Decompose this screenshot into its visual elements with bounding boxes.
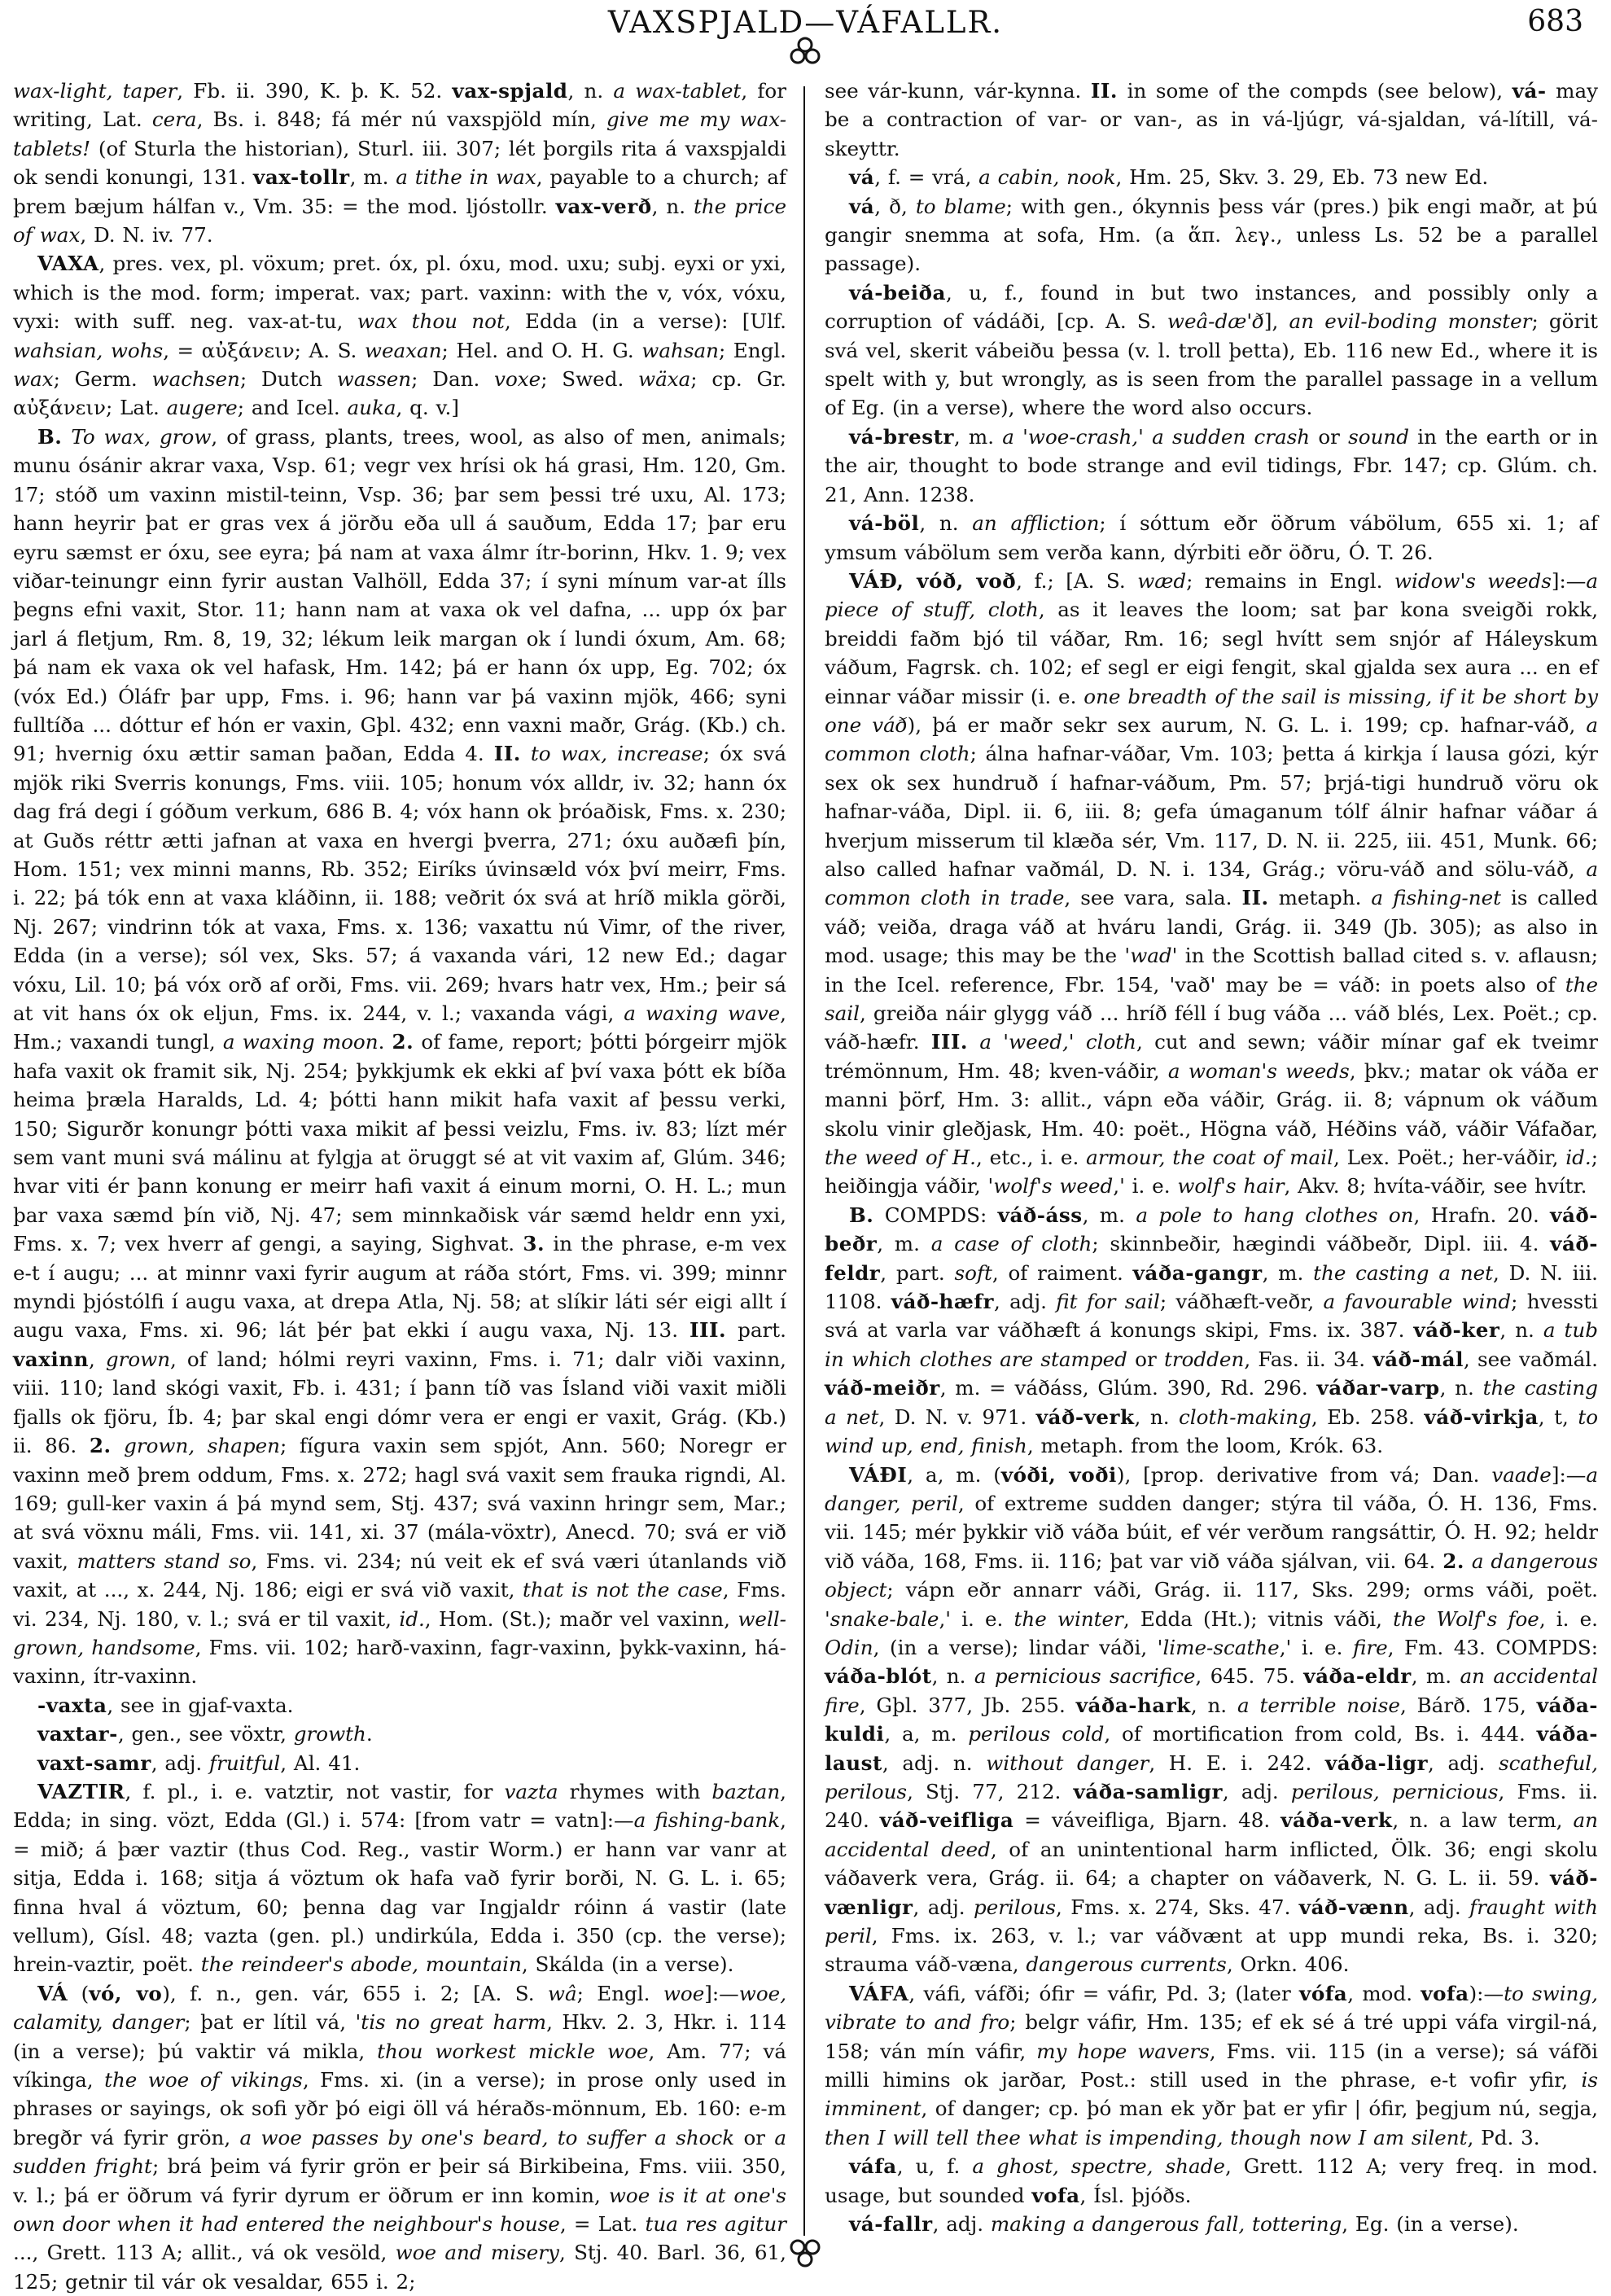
left-column — [13, 77, 786, 2296]
dictionary-entry: vá, f. = vrá, a cabin, nook, Hm. 25, Skv. 3. 29, Eb. 73 new Ed. — [849, 165, 1489, 190]
dictionary-entry: vá-fallr, adj. making a dangerous fall, tottering, Eg. (in a verse). — [849, 2212, 1519, 2237]
column-divider-rule — [803, 86, 805, 2236]
trefoil-ornament-top — [787, 36, 823, 83]
dictionary-entry: vaxtar-, gen., see vöxtr, growth. — [37, 1722, 373, 1746]
dictionary-entry: see vár-kunn, vár-kynna. II. in some of the compds (see below), vá- may be a contraction of var- or van-, as in vá-ljúgr, vá-sjaldan, vá-lítill, vá-skeyttr. — [825, 79, 1599, 160]
dictionary-entry: VÁÐ, vóð, voð, f.; [A. S. wæd; remains in Engl. widow's weeds]:—a piece of stuff, cloth, as it leaves the loom; sat þar kona sveigði rokk, breiddi faðm bjó til váðar, Rm. 16; segl hvítt sem snjór af Háleyskum váðum, Fagrsk. ch. 102; ef segl er eigi fengit, skal gjalda sex aura ... en ef einnar váðar missir (i. e. one breadth of the sail is missing, if it be short by one váð), þá er maðr sekr sex aurum, N. G. L. i. 199; cp. hafnar-váð, a common cloth; álna hafnar-váðar, Vm. 103; þetta á kirkja í lausa gózi, kýr sex ok sex hundruð í hafnar-váðum, Pm. 57; þrjá-tigi hundruð vöru ok hafnar-váða, Dipl. ii. 6, iii. 8; gefa úmaganum tólf álnir hafnar váðar á hverjum misserum til klæða sér, Vm. 117, D. N. ii. 225, iii. 451, Munk. 66; also called hafnar vaðmál, D. N. i. 134, Grág.; vöru-váð and sölu-váð, a common cloth in trade, see vara, sala. II. metaph. a fishing-net is called váð; veiða, draga váð at hváru landi, Grág. ii. 349 (Jb. 305); as also in mod. usage; this may be the 'wad' in the Scottish ballad cited s. v. aflausn; in the Icel. reference, Fbr. 154, 'vað' may be = váð: in poets also of the sail, greiða náir glygg váð ... hríð féll í bug váða ... váð blés, Lex. Poët.; cp. váð-hæfr. III. a 'weed,' cloth, cut and sewn; váðir mínar gaf ek tveimr trémönnum, Hm. 48; kven-váðir, a woman's weeds, þkv.; matar ok váða er manni þörf, Hm. 3: allit., vápn eða váðir, Grág. ii. 8; vápnum ok váðum skolu vinir gleðjask, Hm. 40: poët., Högna váð, Héðins váð, váðir Váfaðar, the weed of H., etc., i. e. armour, the coat of mail, Lex. Poët.; her-váðir, id.; heiðingja váðir, 'wolf's weed,' i. e. wolf's hair, Akv. 8; hvíta-váðir, see hvítr. — [825, 568, 1599, 1198]
dictionary-entry: B. To wax, grow, of grass, plants, trees, wool, as also of men, animals; munu ósánir akrar vaxa, Vsp. 61; vegr vex hrísi ok há grasi, Hm. 120, Gm. 17; stóð um vaxinn mistil-teinn, Vsp. 36; þar sem þessi tré uxu, Al. 173; hann heyrir þat er gras vex á jörðu eða ull á sauðum, Edda 17; þar eru eyru sæmst er óxu, see eyra; þá nam at vaxa álmr ítr-borinn, Hkv. 1. 9; vex viðar-teinungr einn fyrir austan Valhöll, Edda 37; í syni mínum var-at ílls þegns efni vaxit, Stor. 11; hann nam at vaxa ok vel dafna, ... upp óx þar jarl á fletjum, Rm. 8, 19, 32; lékum leik margan ok í lundi óxum, Am. 68; þá nam ek vaxa ok vel hafask, Hm. 142; þá er hann óx upp, Eg. 702; óx (vóx Ed.) Óláfr þar upp, Fms. i. 96; hann var þá vaxinn mjök, 466; syni fulltíða ... dóttur ef hón er vaxin, Gþl. 432; enn vaxni maðr, Grág. (Kb.) ch. 91; hvernig óxu ættir saman þaðan, Edda 4. II. to wax, increase; óx svá mjök riki Sverris konungs, Fms. viii. 105; honum vóx alldr, iv. 32; hann óx dag frá degi í góðum verkum, 686 B. 4; vóx hann ok þróaðisk, Fms. x. 230; at Guðs réttr ætti jafnan at vaxa en hvergi þverra, 271; óxu auðæfi þín, Hom. 151; vex minni manns, Rb. 352; Eiríks úvinsæld vóx því meirr, Fms. i. 22; þá tók enn at vaxa kláðinn, ii. 188; veðrit óx svá at hríð mikla görði, Nj. 267; vindrinn tók at vaxa, Fms. x. 136; vaxattu nú Vimr, of the river, Edda (in a verse); sól vex, Sks. 57; á vaxanda vári, 12 new Ed.; dagar vóxu, Lil. 10; þá vóx orð af orði, Fms. vii. 269; hvars hatr vex, Hm.; þeir sá at vit hans óx ok eljun, Fms. ix. 244, v. l.; vaxanda vági, a waxing wave, Hm.; vaxandi tungl, a waxing moon. 2. of fame, report; þótti þórgeirr mjök hafa vaxit ok framit sik, Nj. 254; þykkjumk ek ekki af því vaxa þótt ek bíða heima þræla Haralds, Ld. 4; þótti hann mikit hafa vaxit af þessu verki, 150; Sigurðr konungr þótti vaxa mikit af þessi veizlu, Fms. iv. 83; lízt mér sem vant muni svá málinu at fylgja at öruggt sé at vit vaxim af, Glúm. 346; hvar viti ér þann konung er meirr hafi vaxit á einum morni, O. H. L.; mun þar vaxa sæmd þín við, Nj. 47; sem minnkaðisk vár sæmd heldr enn yxi, Fms. x. 7; vex hverr af gengi, a saying, Sighvat. 3. in the phrase, e-m vex e-t í augu; ... at minnr vaxi fyrir augum at ráða stórt, Fms. vi. 399; minnr myndi þjóstólfi í augu vaxa, at drepa Atla, Nj. 58; at slíkir láti sér eigi allt í augu vaxa, Fms. xi. 96; lát þér þat ekki í augu vaxa, Nj. 13. III. part. vaxinn, grown, of land; hólmi reyri vaxinn, Fms. i. 71; dalr viði vaxinn, viii. 110; land skógi vaxit, Fb. i. 431; í þann tíð vas Ísland viði vaxit miðli fjalls ok fjöru, Íb. 4; þar skal engi dómr vera er engi er vaxit, Grág. (Kb.) ii. 86. 2. grown, shapen; fígura vaxin sem spjót, Ann. 560; Noregr er vaxinn með þrem oddum, Fms. x. 272; hagl svá vaxit sem frauka rigndi, Al. 169; gull-ker vaxin á þá mynd sem, Stj. 437; svá vaxinn hringr sem, Mar.; at svá vöxnu máli, Fms. vii. 141, xi. 37 (mála-vöxtr), Anecd. 70; svá er við vaxit, matters stand so, Fms. vi. 234; nú veit ek ef svá væri útanlands við vaxit, at ..., x. 244, Nj. 186; eigi er svá við vaxit, that is not the case, Fms. vi. 234, Nj. 180, v. l.; svá er til vaxit, id., Hom. (St.); maðr vel vaxinn, well-grown, handsome, Fms. vii. 102; harð-vaxinn, fagr-vaxinn, þykk-vaxinn, há-vaxinn, ítr-vaxinn. — [13, 424, 787, 1689]
dictionary-entry: wax-light, taper, Fb. ii. 390, K. þ. K. 52. vax-spjald, n. a wax-tablet, for writing, Lat. cera, Bs. i. 848; fá mér nú vaxspjöld mín, give me my wax-tablets! (of Sturla the historian), Sturl. iii. 307; lét þorgils rita á vaxspjaldi ok sendi konungi, 131. vax-tollr, m. a tithe in wax, payable to a church; af þrem bæjum hálfan v., Vm. 35: = the mod. ljóstollr. vax-verð, n. the price of wax, D. N. iv. 77. — [13, 79, 787, 248]
page-number: 683 — [1527, 5, 1583, 38]
dictionary-entry: -vaxta, see in gjaf-vaxta. — [37, 1693, 294, 1717]
dictionary-entry: vá-beiða, u, f., found in but two instances, and possibly only a corruption of vádáði, [cp. A. S. weâ-dæ'ð], an evil-boding monster; görit svá vel, skerit vábeiðu þessa (v. l. troll þetta), Eb. 116 new Ed., where it is spelt with y, but wrongly, as is seen from the parallel passage in a vellum of Eg. (in a verse), where the word also occurs. — [825, 280, 1598, 420]
dictionary-entry: VAZTIR, f. pl., i. e. vatztir, not vastir, for vazta rhymes with baztan, Edda; in sing. vözt, Edda (Gl.) i. 574: [from vatr = vatn]:—a fishing-bank, = mið; á þær vaztir (thus Cod. Reg., vastir Worm.) er hann var vanr at sitja, Edda i. 168; sitja á vöztum ok hafa vað fyrir borði, N. G. L. i. 65; finna hval á vöztum, 60; þenna dag var Ingjaldr róinn á vastir (late vellum), Gísl. 48; vazta (gen. pl.) undirkúla, Edda i. 350 (cp. the verse); hrein-vaztir, poët. the reindeer's abode, mountain, Skálda (in a verse). — [13, 1779, 786, 1977]
dictionary-entry: VÁFA, váfi, váfði; ófir = váfir, Pd. 3; (later vófa, mod. vofa):—to swing, vibrate to and fro; belgr váfir, Hm. 135; ef ek sé á tré uppi váfa virgil-ná, 158; ván mín váfir, my hope wavers, Fms. vii. 115 (in a verse); sá váfði milli himins ok jarðar, Post.: still used in the phrase, e-t vofir yfir, is imminent, of danger; cp. þó man ek yðr þat er yfir | ófir, þegjum nú, segja, then I will tell thee what is impending, though now I am silent, Pd. 3. — [825, 1981, 1598, 2149]
trefoil-ornament-bottom — [787, 2234, 823, 2276]
dictionary-entry: váfa, u, f. a ghost, spectre, shade, Grett. 112 A; very freq. in mod. usage, but sounded vofa, Ísl. þjóðs. — [825, 2154, 1598, 2207]
dictionary-entry: vá, ð, to blame; with gen., ókynnis þess vár (pres.) þik engi maðr, at þú gangir snemma at sofa, Hm. (a ἅπ. λεγ., unless Ls. 52 be a parallel passage). — [825, 194, 1598, 276]
dictionary-entry: vá-böl, n. an affliction; í sóttum eðr öðrum vábölum, 655 xi. 1; af ymsum vábölum sem verða kann, dýrbiti eðr öðru, Ó. T. 26. — [825, 511, 1598, 564]
dictionary-entry: VAXA, pres. vex, pl. vöxum; pret. óx, pl. óxu, mod. uxu; subj. eyxi or yxi, which is the mod. form; imperat. vax; part. vaxinn: with the v, vóx, vóxu, vyxi: with suff. neg. vax-at-tu, wax thou not, Edda (in a verse): [Ulf. wahsian, wohs, = αὐξάνειν; A. S. weaxan; Hel. and O. H. G. wahsan; Engl. wax; Germ. wachsen; Dutch wassen; Dan. voxe; Swed. wäxa; cp. Gr. αὐξάνειν; Lat. augere; and Icel. auka, q. v.] — [13, 252, 786, 420]
right-column — [825, 77, 1598, 2238]
dictionary-entry: VÁÐI, a, m. (vóði, voði), [prop. derivative from vá; Dan. vaade]:—a danger, peril, of extreme sudden danger; stýra til váða, Ó. H. 136, Fms. vii. 145; mér þykkir við váða búit, ef vér verðum rangsáttir, Ó. H. 92; heldr við váða, 168, Fms. ii. 116; þat var við váða sjálvan, vii. 64. 2. a dangerous object; vápn eðr annarr váði, Grág. ii. 117, Sks. 299; orms váði, poët. 'snake-bale,' i. e. the winter, Edda (Ht.); vitnis váði, the Wolf's foe, i. e. Odin, (in a verse); lindar váði, 'lime-scathe,' i. e. fire, Fm. 43. COMPDS: váða-blót, n. a pernicious sacrifice, 645. 75. váða-eldr, m. an accidental fire, Gþl. 377, Jb. 255. váða-hark, n. a terrible noise, Bárð. 175, váða-kuldi, a, m. perilous cold, of mortification from cold, Bs. i. 444. váða-laust, adj. n. without danger, H. E. i. 242. váða-ligr, adj. scatheful, perilous, Stj. 77, 212. váða-samligr, adj. perilous, pernicious, Fms. ii. 240. váð-veifliga = váveifliga, Bjarn. 48. váða-verk, n. a law term, an accidental deed, of an unintentional harm inflicted, Ölk. 36; engi skolu váðaverk vera, Grág. ii. 64; a chapter on váðaverk, N. G. L. ii. 59. váð-vænligr, adj. perilous, Fms. x. 274, Sks. 47. váð-vænn, adj. fraught with peril, Fms. ix. 263, v. l.; var váðvænt at upp mundi reka, Bs. i. 320; strauma váð-væna, dangerous currents, Orkn. 406. — [825, 1462, 1599, 1977]
dictionary-entry: vaxt-samr, adj. fruitful, Al. 41. — [37, 1750, 361, 1775]
dictionary-entry: VÁ (vó, vo), f. n., gen. vár, 655 i. 2; [A. S. wâ; Engl. woe]:—woe, calamity, danger; þat er lítil vá, 'tis no great harm, Hkv. 2. 3, Hkr. i. 114 (in a verse); þú vaktir vá mikla, thou workest mickle woe, Am. 77; vá víkinga, the woe of vikings, Fms. xi. (in a verse); in prose only used in phrases or sayings, ok sofi yðr þó eigi öll vá héraðs-mönnum, Eb. 160: e-m bregðr vá fyrir grön, a woe passes by one's beard, to suffer a shock or a sudden fright; brá þeim vá fyrir grön er þeir sá Birkibeina, Fms. viii. 350, v. l.; þá er öðrum vá fyrir dyrum er öðrum er inn komin, woe is it at one's own door when it had entered the neighbour's house, = Lat. tua res agitur ..., Grett. 113 A; allit., vá ok vesöld, woe and misery, Stj. 40. Barl. 36, 61, 125; getnir til vár ok vesaldar, 655 i. 2; — [13, 1981, 787, 2294]
dictionary-entry: B. COMPDS: váð-áss, m. a pole to hang clothes on, Hrafn. 20. váð-beðr, m. a case of cloth; skinnbeðir, hægindi váðbeðr, Dipl. iii. 4. váð-feldr, part. soft, of raiment. váða-gangr, m. the casting a net, D. N. iii. 1108. váð-hæfr, adj. fit for sail; váðhæft-veðr, a favourable wind; hvessti svá at varla var váðhæft á konungs skipi, Fms. ix. 387. váð-ker, n. a tub in which clothes are stamped or trodden, Fas. ii. 34. váð-mál, see vaðmál. váð-meiðr, m. = váðáss, Glúm. 390, Rd. 296. váðar-varp, n. the casting a net, D. N. v. 971. váð-verk, n. cloth-making, Eb. 258. váð-virkja, t, to wind up, end, finish, metaph. from the loom, Krók. 63. — [825, 1203, 1599, 1458]
dictionary-entry: vá-brestr, m. a 'woe-crash,' a sudden crash or sound in the earth or in the air, thought to bode strange and evil tidings, Fbr. 147; cp. Glúm. ch. 21, Ann. 1238. — [825, 424, 1598, 506]
page-title: VAXSPJALD—VÁFALLR. — [607, 5, 1004, 40]
